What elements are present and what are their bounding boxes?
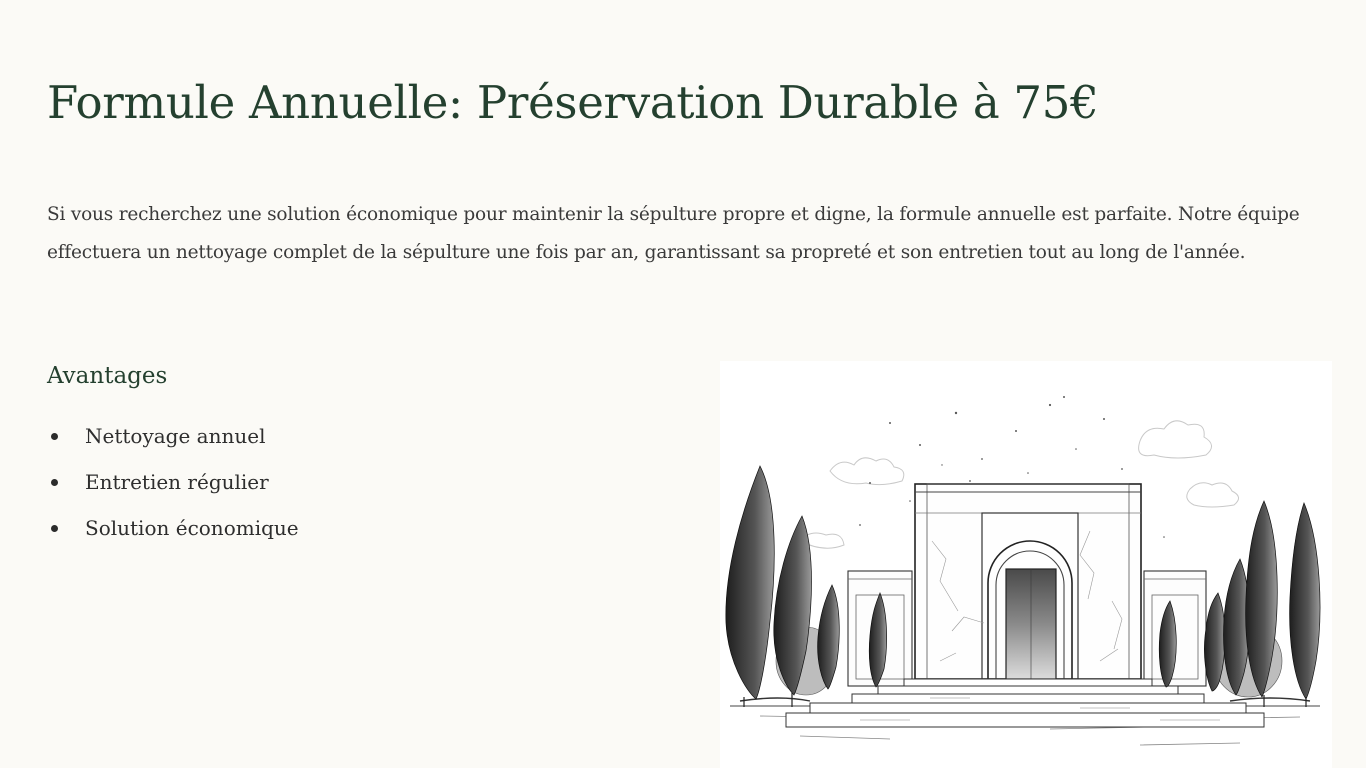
benefit-label: Nettoyage annuel bbox=[85, 424, 266, 448]
benefit-item bbox=[47, 418, 299, 464]
intro-paragraph: Si vous recherchez une solution économique pour maintenir la sépulture propre et digne, la formule annuelle est parfaite. Notre équipe effectuera un nettoyage complet de la sépulture une fois par an, garantissant sa propreté et son entretien tout au long de l'année. bbox=[47, 204, 1300, 263]
benefits-heading: Avantages bbox=[47, 363, 168, 389]
benefit-item bbox=[47, 464, 299, 510]
bullet-icon bbox=[51, 525, 58, 532]
mausoleum-illustration bbox=[720, 361, 1332, 768]
benefit-label: Entretien régulier bbox=[85, 470, 269, 494]
benefits-list bbox=[47, 418, 299, 556]
bullet-icon bbox=[51, 433, 58, 440]
mausoleum-sketch-icon bbox=[720, 361, 1332, 768]
page-title: Formule Annuelle: Préservation Durable à 75€ bbox=[47, 76, 1099, 129]
benefit-item bbox=[47, 510, 299, 556]
benefit-label: Solution économique bbox=[85, 516, 299, 540]
bullet-icon bbox=[51, 479, 58, 486]
